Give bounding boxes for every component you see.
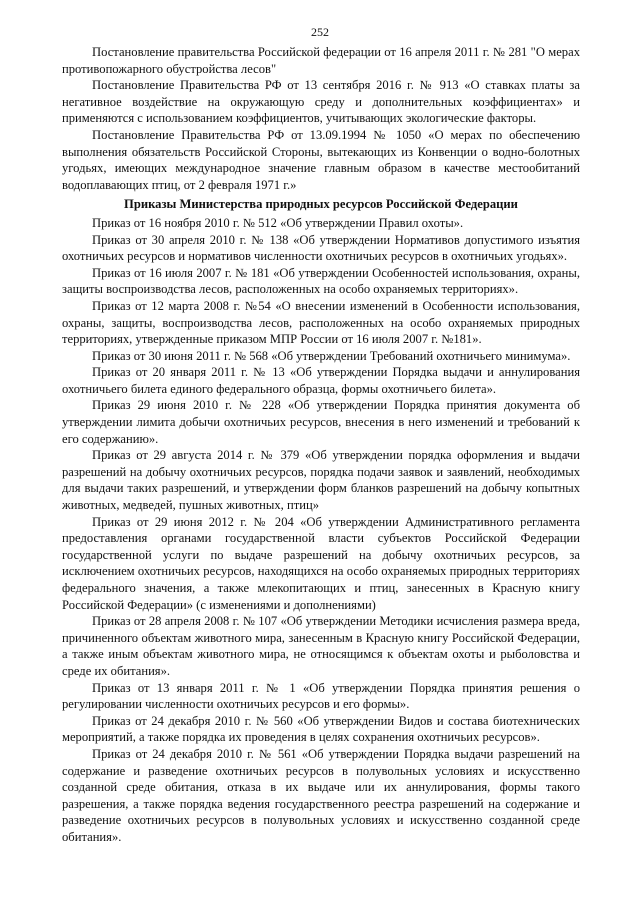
order-paragraph: Приказ от 16 ноября 2010 г. № 512 «Об утверждении Правил охоты». — [92, 215, 464, 230]
order-paragraph: Приказ от 13 января 2011 г. № 1 «Об утверждении Порядка принятия решения о регулировании численности охотничьих ресурсов и его формы». — [62, 680, 580, 712]
order-paragraph: Приказ от 28 апреля 2008 г. № 107 «Об утверждении Методики исчисления размера вреда, причиненного объектам животного мира, занесенным в Красную книгу Российской Федерации, а также иным объектам животного мира, не относящимся к объектам охоты и рыболовства и среде их обитания». — [62, 614, 580, 678]
order-paragraph: Приказ от 20 января 2011 г. № 13 «Об утверждении Порядка выдачи и аннулирования охотничьего билета единого федерального образца, формы охотничьего билета». — [62, 365, 580, 396]
order-paragraph: Приказ 29 июня 2010 г. № 228 «Об утверждении Порядка принятия документа об утверждении лимита добычи охотничьих ресурсов, внесения в него изменений и требований к его содержанию». — [62, 398, 580, 446]
document-body — [62, 44, 580, 846]
order-paragraph: Приказ от 30 июня 2011 г. № 568 «Об утверждении Требований охотничьего минимума». — [92, 348, 571, 363]
order-paragraph: Приказ от 24 декабря 2010 г. № 560 «Об утверждении Видов и состава биотехнических мероприятий, а также порядка их проведения в целях сохранения охотничьих ресурсов». — [62, 713, 580, 745]
order-paragraph: Приказ от 30 апреля 2010 г. № 138 «Об утверждении Нормативов допустимого изъятия охотничьих ресурсов и нормативов численности охотничьих ресурсов в охотничьих угодьях». — [62, 232, 580, 264]
order-paragraph: Приказ от 24 декабря 2010 г. № 561 «Об утверждении Порядка выдачи разрешений на содержание и разведение охотничьих ресурсов в полувольных условиях и искусственно созданной среде обитания, отказа в их выдаче или их аннулирования, формы такого разрешения, а также порядка ведения государственного реестра разрешений на содержание и разведение охотничьих ресурсов в полувольных условиях и искусственно созданной среде обитания». — [62, 746, 580, 844]
paragraph: Постановление Правительства РФ от 13.09.1994 № 1050 «О мерах по обеспечению выполнения обязательств Российской Стороны, вытекающих из Конвенции о водно-болотных угодьях, имеющих международное значение главным образом в качестве местообитаний водоплавающих птиц, от 2 февраля 1971 г.» — [62, 127, 580, 192]
order-paragraph: Приказ от 12 марта 2008 г. №54 «О внесении изменений в Особенности использования, охраны, защиты, воспроизводства лесов, расположенных на особо охраняемых природных территориях, утвержденные приказом МПР России от 16 июля 2007 г. №181». — [62, 298, 580, 347]
order-paragraph: Приказ от 29 июня 2012 г. № 204 «Об утверждении Административного регламента предоставления органами государственной власти субъектов Российской Федерации государственной услуги по выдаче разрешений на добычу охотничьих ресурсов, за исключением охотничьих ресурсов, находящихся на особо охраняемых природных территориях федерального значения, а также млекопитающих и птиц, занесенных в Красную книгу Российской Федерации» (с изменениями и дополнениями) — [62, 514, 580, 612]
paragraph: Постановление Правительства РФ от 13 сентября 2016 г. № 913 «О ставках платы за негативное воздействие на окружающую среду и дополнительных коэффициентах» и применяются с использованием коэффициентов, учитывающих экологические факторы. — [62, 78, 580, 126]
order-paragraph: Приказ от 29 августа 2014 г. № 379 «Об утверждении порядка оформления и выдачи разрешений на добычу охотничьих ресурсов, порядка подачи заявок и заявлений, необходимых для выдачи таких разрешений, и утверждении форм бланков разрешений на добычу копытных животных, медведей, пушных животных, птиц» — [62, 448, 580, 513]
page-number: 252 — [311, 25, 329, 39]
section-heading: Приказы Министерства природных ресурсов Российской Федерации — [124, 197, 518, 212]
paragraph: Постановление правительства Российской федерации от 16 апреля 2011 г. № 281 "О мерах противопожарного обустройства лесов" — [62, 45, 580, 76]
order-paragraph: Приказ от 16 июля 2007 г. № 181 «Об утверждении Особенностей использования, охраны, защиты воспроизводства лесов, расположенных на особо охраняемых территориях». — [62, 265, 580, 297]
